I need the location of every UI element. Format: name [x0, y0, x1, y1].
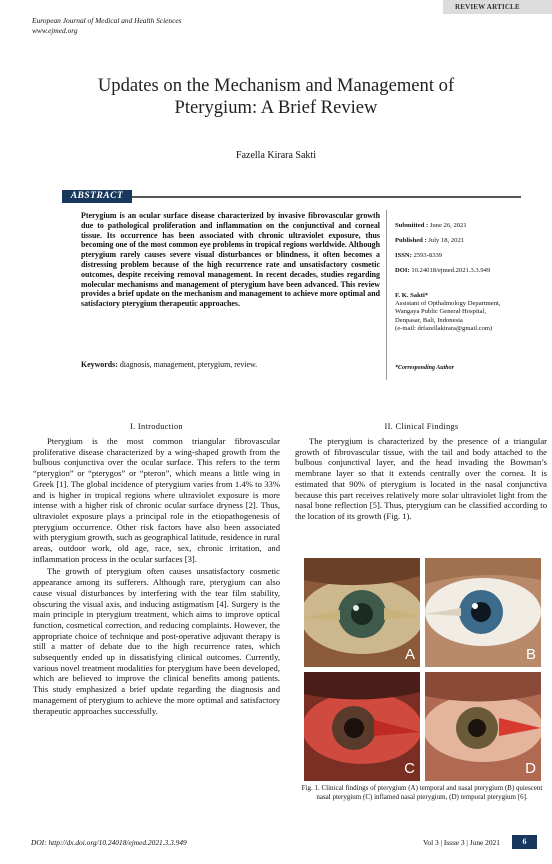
submitted-value: June 26, 2021 [429, 222, 467, 229]
issn-value: 2593-8339 [413, 252, 443, 259]
page-number: 6 [512, 835, 537, 849]
affiliation-line-3: Denpasar, Bali, Indonesia [395, 316, 463, 324]
figure-panel-b [425, 558, 541, 667]
affiliation-name: F. K. Sakti* [395, 292, 429, 299]
journal-website: www.ejmed.org [32, 26, 78, 35]
figure-panel-c [304, 672, 420, 781]
section-heading-clinical-findings: II. Clinical Findings [384, 422, 459, 431]
abstract-text: Pterygium is an ocular surface disease characterized by invasive fibrovascular growth due to pathological proliferation and inflammation on the conjunctival and corneal tissue. Its occurrence has been associated with chronic ultraviolet exposure, thus becoming one of the most common eye problems in tropical regions worldwide. Although pterygium rarely causes severe visual disturbances or blindness, it often becomes a distressing problem because of the high recurrence rate and unsatisfactory cosmetic outcomes, despite receiving removal management. In recent decades, studies regarding molecular mechanisms and management of pterygium have been advanced. This review provides a brief update on the mechanism and management to achieve more optimal and satisfactory pterygium therapeutic approaches. [81, 211, 380, 309]
issn-label: ISSN: [395, 252, 412, 259]
figure-caption: Fig. 1. Clinical findings of pterygium (A) temporal and nasal pterygium (B) quiescent nasal pterygium (C) inflamed nasal pterygium, (D) temporal pterygium [6]. [301, 784, 543, 801]
published-label: Published : [395, 237, 427, 244]
doi-value: 10.24018/ejmed.2021.3.3.949 [411, 267, 491, 274]
abstract-rule [71, 196, 521, 198]
published-date [395, 237, 464, 245]
section-heading-introduction: I. Introduction [130, 422, 183, 431]
column-left [33, 436, 280, 716]
sidebar-divider [386, 210, 387, 380]
eye-photo-d [425, 672, 541, 781]
eye-photo-b [425, 558, 541, 667]
figure-panel-c-label: C [404, 760, 415, 777]
submitted-date [395, 222, 467, 230]
doi [395, 267, 490, 275]
intro-paragraph-1: Pterygium is the most common triangular fibrovascular proliferative disease characterized by a wing-shaped growth from the bulbous conjunctiva over the ocular surface. This refers to the term “pterygion” or “pterygos” or “pteron”, which means a little wing in Greek [1]. The global incidence of pterygium varies from 1.4% to 33% and is higher in tropical regions where ultraviolet exposure is more intense with a higher risk of chronic ocular surface dryness [2]. Thus, ultraviolet exposure plays a principal role in the etiopathogenesis of pterygium occurrence. Other risk factors have also been associated with pterygium growth, such as geographical latitude, residence in rural areas, outdoor work, old age, race, sex, chronic irritation, and inflammation process in the ocular surfaces [3]. [33, 436, 280, 564]
affiliation-line-1: Assistant of Opthalmology Department, [395, 300, 501, 308]
published-value: July 18, 2021 [428, 237, 465, 244]
figure-panel-d-label: D [525, 760, 536, 777]
keywords [81, 360, 257, 369]
clinical-paragraph-1: The pterygium is characterized by the presence of a triangular growth of fibrovascular tissue, with the tail and body attached to the bulbous conjunctival layer, and the head invading the Bowman’s membrane layer so that it extends centrally over the cornea. It is estimated that 90% of pterygium is located in the nasal conjunctiva because this part receives relatively more solar ultraviolet light from the nasal bone reflection [5]. Thus, pterygium can be classified according to the location of its growth (Fig. 1). [295, 436, 547, 521]
eye-photo-c [304, 672, 420, 781]
corresponding-author-note: *Corresponding Author [395, 365, 454, 371]
submitted-label: Submitted : [395, 222, 429, 229]
author-name: Fazella Kirara Sakti [236, 150, 316, 161]
figure-panel-b-label: B [525, 646, 536, 663]
intro-paragraph-2: The growth of pterygium often causes unsatisfactory cosmetic appearance among its sufferers. Although rare, pterygium can also cause visual disturbances by interfering with the tear film stability, obscuring the visual axis, and inducing astigmatism [4]. Surgery is the main principle in pterygium treatment, which aims to improve optical function, cosmetical correction, and reducing complaints. However, the appropriate choice of technique and post-operative adjuvant therapy is still a matter of debate due to the high recurrence rates, which subsequently ended up in dissatisfying clinical outcomes. Currently, various novel treatment modalities for pterygium have been developed, which are believed to improve the clinical benefits among patients. This study emphasized a brief update regarding the diagnosis and management of pterygium to achieve the more optimal and satisfactory therapeutic approaches successfully. [33, 566, 280, 716]
doi-label: DOI: [395, 267, 410, 274]
affiliation [395, 292, 540, 333]
affiliation-line-2: Wangaya Public General Hospital, [395, 308, 487, 316]
abstract-label: ABSTRACT [62, 190, 132, 203]
keywords-text: diagnosis, management, pterygium, review. [119, 360, 258, 369]
title-line-1: Updates on the Mechanism and Management of [97, 75, 455, 96]
article-title [40, 75, 512, 119]
keywords-label: Keywords: [81, 360, 118, 369]
footer-volume: Vol 3 | Issue 3 | June 2021 [423, 838, 500, 847]
figure-panel-d [425, 672, 541, 781]
affiliation-email: (e-mail: drfazellakirara@gmail.com) [395, 324, 493, 332]
title-line-2: Pterygium: A Brief Review [174, 97, 378, 118]
article-type-badge: REVIEW ARTICLE [443, 0, 552, 14]
journal-name: European Journal of Medical and Health Sciences [32, 16, 182, 25]
eye-photo-a [304, 558, 420, 667]
figure-panel-a [304, 558, 420, 667]
column-right [295, 436, 547, 522]
figure-panel-a-label: A [404, 646, 415, 663]
footer-doi: DOI: http://dx.doi.org/10.24018/ejmed.2021.3.3.949 [31, 838, 187, 847]
figure-1 [304, 558, 541, 781]
issn [395, 252, 442, 260]
